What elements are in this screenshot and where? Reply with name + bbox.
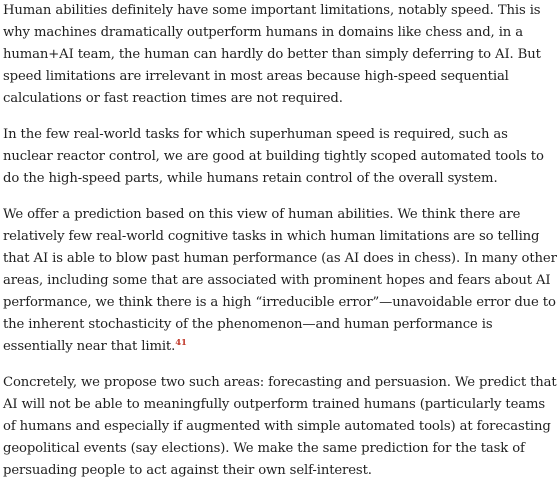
text-line-with-footnote bbox=[3, 336, 500, 358]
text-line: areas, including some that are associated with prominent hopes and fears about AI bbox=[3, 273, 551, 288]
text-line: We offer a prediction based on this view of human abilities. We think there are bbox=[3, 207, 521, 222]
text-line: In the few real-world tasks for which superhuman speed is required, such as bbox=[3, 127, 508, 142]
text-line: nuclear reactor control, we are good at building tightly scoped automated tools to bbox=[3, 149, 544, 164]
paragraph-prediction bbox=[3, 204, 557, 358]
text-line: persuading people to act against their own self-interest. bbox=[3, 463, 372, 478]
paragraph-superhuman-speed bbox=[3, 124, 544, 190]
text-line: geopolitical events (say elections). We make the same prediction for the task of bbox=[3, 441, 525, 456]
text-line: AI will not be able to meaningfully outperform trained humans (particularly teams bbox=[3, 397, 546, 412]
text-line: calculations or fast reaction times are not required. bbox=[3, 91, 343, 106]
text-line: essentially near that limit. bbox=[3, 339, 176, 354]
text-line: the inherent stochasticity of the phenomenon—and human performance is bbox=[3, 317, 493, 332]
paragraph-speed-limitations bbox=[3, 0, 541, 110]
text-line: Concretely, we propose two such areas: forecasting and persuasion. We predict that bbox=[3, 375, 557, 390]
text-line: do the high-speed parts, while humans retain control of the overall system. bbox=[3, 171, 498, 186]
paragraph-forecasting-persuasion bbox=[3, 372, 557, 482]
text-line: human+AI team, the human can hardly do better than simply deferring to AI. But bbox=[3, 47, 541, 62]
text-line: Human abilities definitely have some important limitations, notably speed. This is bbox=[3, 3, 541, 18]
text-line: why machines dramatically outperform humans in domains like chess and, in a bbox=[3, 25, 523, 40]
text-line: relatively few real-world cognitive tasks in which human limitations are so telling bbox=[3, 229, 540, 244]
text-line: of humans and especially if augmented with simple automated tools) at forecasting bbox=[3, 419, 551, 434]
text-line: performance, we think there is a high “irreducible error”—unavoidable error due to bbox=[3, 295, 556, 310]
text-line: that AI is able to blow past human performance (as AI does in chess). In many other bbox=[3, 251, 557, 266]
text-line: speed limitations are irrelevant in most areas because high-speed sequential bbox=[3, 69, 509, 84]
footnote-link[interactable]: 41 bbox=[175, 338, 187, 348]
